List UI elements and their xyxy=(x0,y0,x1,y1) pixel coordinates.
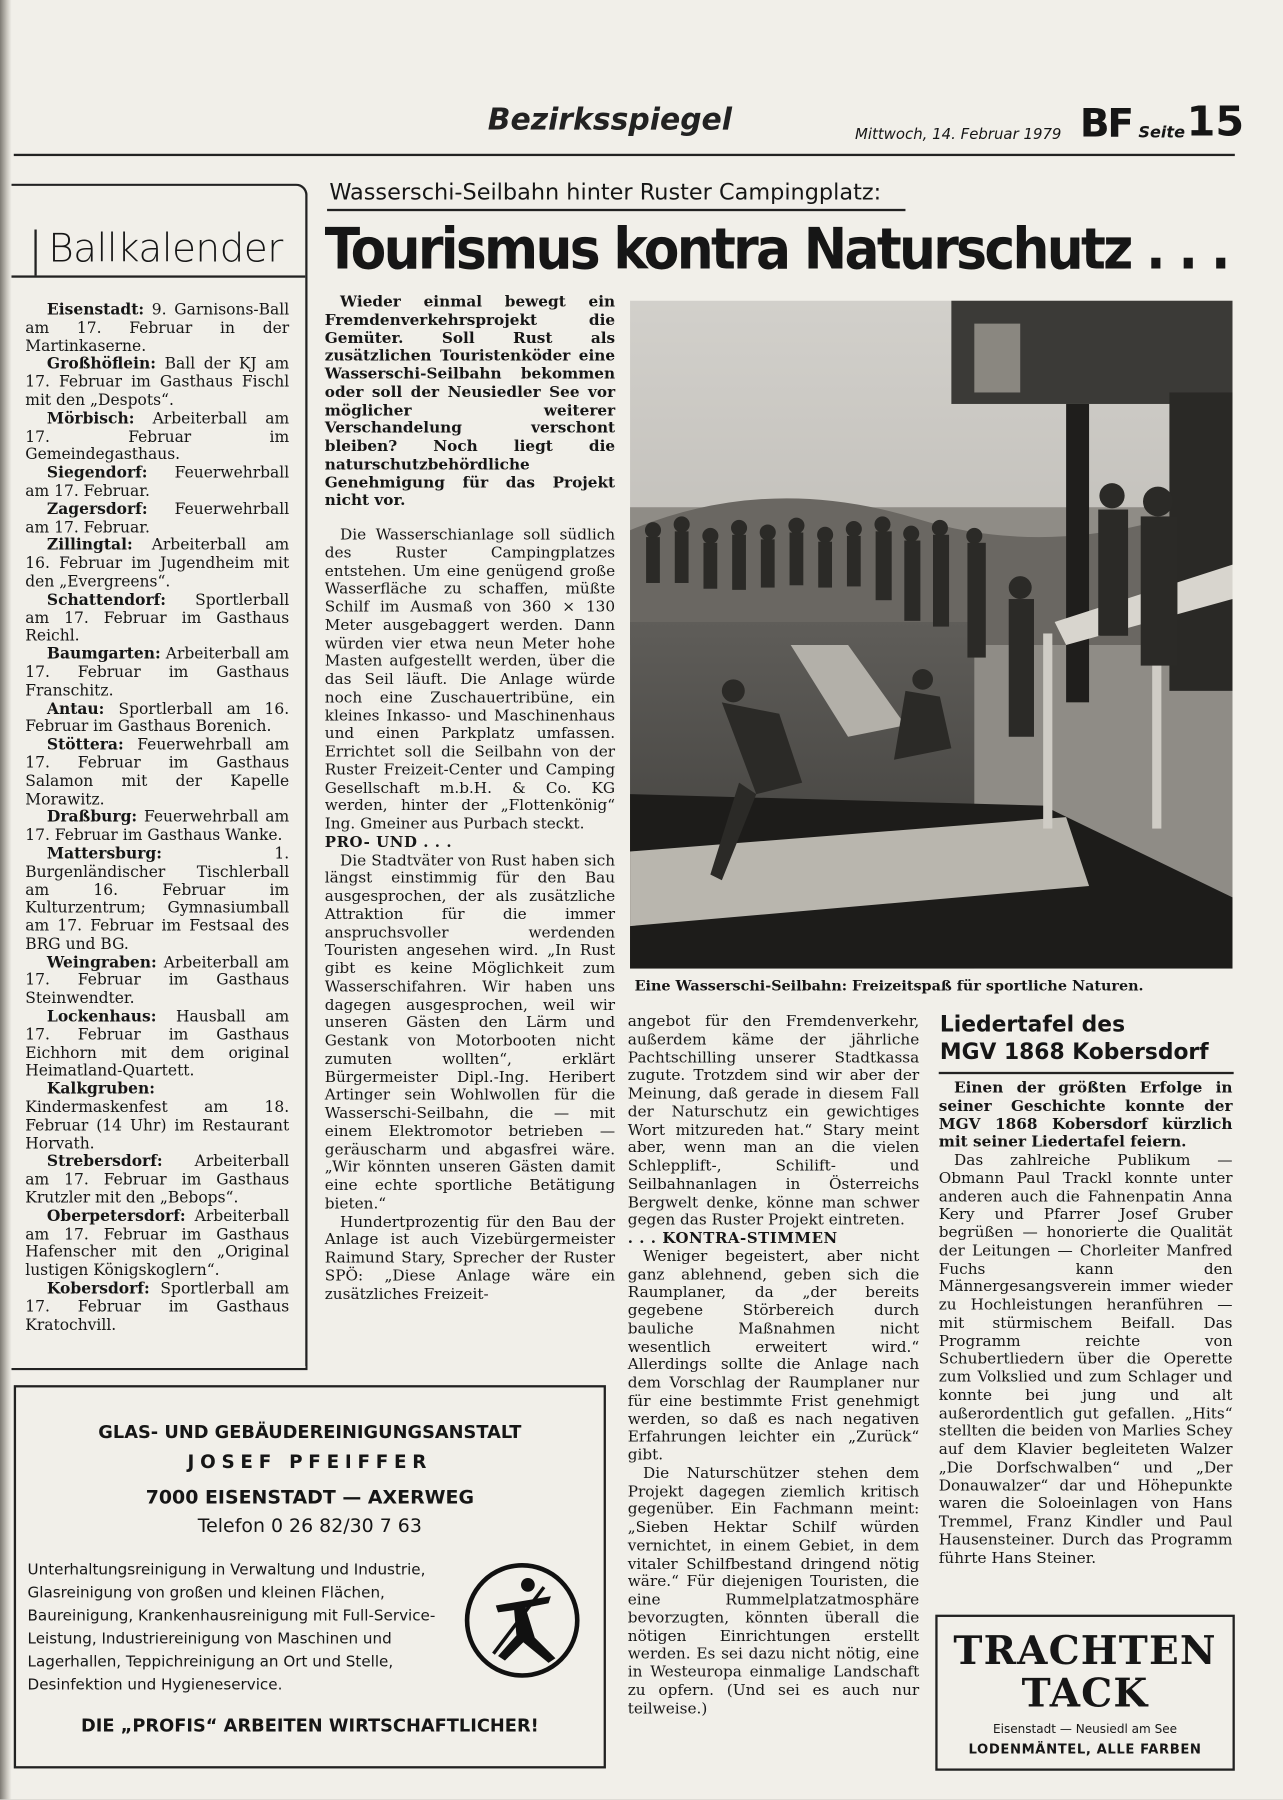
ball-entry-place: Strebersdorf: xyxy=(46,1152,163,1172)
article-paragraph-2: Die Stadtväter von Rust haben sich längst einstimmig für den Bau ausgesprochen, der als zusätzliche Attraktion für die immer anspruchsvoller werdenden Touristen angesehen wird. „In Rust gibt es keine Möglichkeit zum Wasserschifahren. Wir haben uns dagegen ausgesprochen, weil wir unseren Gästen den Lärm und Gestank von Motorbooten nicht zumuten wollten“, erklärt Bürgermeister Dipl.-Ing. Heribert Artinger sein Wohlwollen für die Wasserschi-Seilbahn, die — mit einem Elektromotor betrieben — geräuscharm und abgasfrei wäre. „Wir könnten unseren Gästen damit eine echte sportliche Betätigung bieten.“ xyxy=(324,852,616,1213)
ball-entry xyxy=(25,1154,289,1208)
ad-services: Unterhaltungsreinigung in Verwaltung und Industrie, Glasreinigung von großen und kleinen Flächen, Baureinigung, Krankenhausreinigung mit Full-Service-Leistung, Industriereinigung von Maschinen und Lagerhallen, Teppichreinigung an Ort und Stelle, Desinfektion und Hygieneservice. xyxy=(27,1561,436,1694)
page-label: Seite xyxy=(1138,123,1185,143)
article-paragraph-1: Die Wasserschianlage soll südlich des Ruster Campingplatzes entstehen. Um eine genügend große Wasserfläche zu schaffen, müßte Schilf im Ausmaß von 360 × 130 Meter ausgebaggert werden. Dann würden vier etwa neun Meter hohe Masten aufgestellt werden, über die das Seil läuft. Die Anlage würde noch eine Zuschauertribüne, ein kleines Inkasso- und Maschinenhaus und einen Parkplatz umfassen. Errichtet soll die Seilbahn von der Ruster Freizeit-Center und Camping Gesellschaft m.b.H. & Co. KG werden, hinter der „Flottenkönig“ Ing. Gmeiner aus Purbach steckt. xyxy=(324,526,616,834)
ball-entry-text: Arbeiterball am 17. Februar im Gasthaus Hafenscher mit den „Original lustigen Königskoglern“. xyxy=(25,1207,290,1280)
liedertafel-lead: Einen der größten Erfolge in seiner Geschichte konnte der MGV 1868 Kobersdorf kürzlich mit seiner Liedertafel feiern. xyxy=(938,1079,1233,1152)
ad-logo-icon xyxy=(464,1562,581,1679)
ball-entry-text: Feuerwehrball am 17. Februar im Gasthaus Wanke. xyxy=(25,808,290,845)
ball-entry xyxy=(25,737,289,810)
ball-entry-text: Hausball am 17. Februar im Gasthaus Eichhorn mit dem original Heimatland-Quartett. xyxy=(25,1007,290,1081)
ball-entry-place: Draßburg: xyxy=(46,808,138,827)
ball-entry-place: Mörbisch: xyxy=(46,409,135,428)
ball-entry-place: Antau: xyxy=(46,699,105,718)
ball-entry xyxy=(25,302,289,356)
ad-trachten-tagline: LODENMÄNTEL, ALLE FARBEN xyxy=(968,1740,1202,1757)
subhead-kontra: . . . KONTRA-STIMMEN xyxy=(627,1230,838,1248)
ad-slogan: DIE „PROFIS“ ARBEITEN WIRTSCHAFTLICHER! xyxy=(80,1715,539,1737)
ball-entry-text: Feuerwehrball am 17. Februar im Gasthaus Salamon mit der Kapelle Morawitz. xyxy=(25,735,290,809)
ad-trachten-line2: TACK xyxy=(1021,1670,1149,1717)
ballkalender-title-line xyxy=(11,275,305,277)
ball-entry-place: Zagersdorf: xyxy=(46,500,148,519)
ball-entry-place: Großhöflein: xyxy=(46,355,157,374)
article-paragraph-3: Hundertprozentig für den Bau der Anlage ist auch Vizebürgermeister Raimund Stary, Sprecher der Ruster SPÖ: „Diese Anlage wäre ein zusätzliches Freizeit- xyxy=(324,1213,616,1304)
ball-entry-text: Arbeiterball am 17. Februar im Gasthaus Franschitz. xyxy=(25,645,290,700)
ball-entry xyxy=(25,701,289,737)
ball-entry xyxy=(25,1281,289,1335)
issue-date: Mittwoch, 14. Februar 1979 xyxy=(854,126,1062,144)
header-rule xyxy=(14,154,1235,156)
ballkalender-title-bracket xyxy=(34,230,36,276)
ball-entry xyxy=(25,356,289,410)
ad-gebaeudereinigung xyxy=(14,1385,606,1768)
ad-trachten-places: Eisenstadt — Neusiedl am See xyxy=(992,1722,1178,1737)
ball-entry xyxy=(25,646,289,700)
scan-gutter xyxy=(0,0,11,1799)
ball-entry-place: Baumgarten: xyxy=(46,645,161,664)
liedertafel-headline-1: Liedertafel des xyxy=(939,1012,1126,1038)
liedertafel-rule xyxy=(939,1072,1234,1074)
ad-trachten-tack xyxy=(935,1615,1235,1771)
ball-entry-place: Siegendorf: xyxy=(46,463,148,483)
ball-entry-text: Kindermaskenfest am 18. Februar (14 Uhr) im Restaurant Horvath. xyxy=(25,1098,290,1153)
liedertafel-headline-2: MGV 1868 Kobersdorf xyxy=(939,1039,1209,1065)
ball-entry-place: Stöttera: xyxy=(46,735,124,755)
ad-phone: Telefon 0 26 82/30 7 63 xyxy=(197,1514,422,1537)
ball-entry xyxy=(25,954,289,1008)
ball-entry-text: Feuerwehrball am 17. Februar. xyxy=(25,463,290,501)
waterski-photo-illustration xyxy=(630,301,1232,969)
ball-entry-place: Oberpetersdorf: xyxy=(46,1207,186,1226)
article-paragraph-4: angebot für den Fremdenverkehr, außerdem käme der jährliche Pachtschilling unserer Stadtkassa zugute. Trotzdem sind wir aber der Meinung, daß gerade in diesem Fall der Naturschutz ein gewichtiges Wort mitzureden hat.“ Stary meint aber, wenn man an die vielen Schlepplift-, Schilift- und Seilbahnanlagen in Österreichs Bergwelt denke, könne man schwer gegen das Ruster Projekt eintreten. xyxy=(627,1013,920,1230)
article-photo xyxy=(630,301,1232,969)
ball-entry-place: Weingraben: xyxy=(46,953,157,972)
ball-entry-text: 1. Burgenländischer Tischlerball am 16. Februar im Kulturzentrum; Gymnasiumball am 17. Februar im Festsaal des BRG und BG. xyxy=(25,844,290,954)
ball-entry xyxy=(25,501,289,537)
article-column-1 xyxy=(325,294,615,1304)
ad-address: 7000 EISENSTADT — AXERWEG xyxy=(145,1486,475,1508)
ball-entry-text: Feuerwehrball am 17. Februar. xyxy=(25,500,290,537)
ball-entry-place: Kobersdorf: xyxy=(46,1279,150,1298)
photo-caption: Eine Wasserschi-Seilbahn: Freizeitspaß für sportliche Naturen. xyxy=(634,976,1144,994)
ball-entry-place: Kalkgruben: xyxy=(46,1080,155,1099)
article-column-2 xyxy=(628,1013,919,1718)
ball-entry xyxy=(25,411,289,465)
article-kicker: Wasserschi-Seilbahn hinter Ruster Campingplatz: xyxy=(329,179,882,206)
ball-entry-text: Sportlerball am 16. Februar im Gasthaus Borenich. xyxy=(25,699,290,736)
ball-entry xyxy=(25,846,289,955)
ball-entry-text: Sportlerball am 17. Februar im Gasthaus Kratochvill. xyxy=(25,1279,290,1335)
ball-entry-text: Sportlerball am 17. Februar im Gasthaus Reichl. xyxy=(25,590,290,646)
ball-entry xyxy=(25,465,289,501)
ball-entry xyxy=(25,1009,289,1082)
page-number: 15 xyxy=(1186,98,1245,146)
liedertafel-body: Das zahlreiche Publikum — Obmann Paul Trackl konnte unter anderen auch die Fahnenpatin Anna Kery und Pfarrer Josef Gruber begrüßen — honorierte die Qualität der Leitungen — Chorleiter Manfred Fuchs kann den Männergesangsverein immer wieder zu Hochleistungen heranführen — mit stürmischem Beifall. Das Programm reichte von Schubertliedern über die Operette zum Volkslied und zum Schlager und konnte bei jung und alt außerordentlich gut gefallen. „Hits“ stellten die beiden von Marlies Schey auf dem Klavier begleiteten Walzer „Die Dorfschwalben“ und „Der Donauwalzer“ dar und Höhepunkte waren die Soloeinlagen von Hans Tremmel, Franz Kindler und Paul Hausensteiner. Durch das Programm führte Hans Steiner. xyxy=(938,1152,1233,1568)
ball-entry xyxy=(25,809,289,845)
liedertafel-column xyxy=(939,1080,1233,1568)
article-paragraph-5: Weniger begeistert, aber nicht ganz ablehnend, geben sich die Raumplaner, da „der bereits gegebene Störbereich durch bauliche Maßnahmen nicht wesentlich erweitert wird.“ Allerdings sollte die Anlage nach dem Vorschlag der Raumplaner nur für eine bestimmte Frist genehmigt werden, so daß es nach negativen Erfahrungen leichter ein „Zurück“ gibt. xyxy=(627,1248,920,1465)
ball-entry xyxy=(25,1208,289,1281)
article-lead: Wieder einmal bewegt ein Fremdenverkehrsprojekt die Gemüter. Soll Rust als zusätzlichen Touristenköder eine Wasserschi-Seilbahn bekommen oder soll der Neusiedler See vor möglicher weiterer Verschandelung verschont bleiben? Noch liegt die naturschutzbehördliche Genehmigung für das Projekt nicht vor. xyxy=(324,293,616,510)
ball-entry-place: Lockenhaus: xyxy=(46,1007,157,1027)
ball-entry-place: Eisenstadt: xyxy=(46,300,145,320)
ball-entry xyxy=(25,1081,289,1154)
section-title: Bezirksspiegel xyxy=(487,103,733,138)
ball-entry-text: Arbeiterball am 17. Februar im Gasthaus Krutzler mit den „Bebops“. xyxy=(25,1152,290,1208)
ball-entry-text: Arbeiterball am 16. Februar im Jugendheim mit den „Evergreens“. xyxy=(25,536,290,591)
article-paragraph-6: Die Naturschützer stehen dem Projekt dagegen ziemlich kritisch gegenüber. Ein Fachmann meint: „Sieben Hektar Schilf würden vernichtet, in einem Gebiet, in dem vitaler Schilfbestand dringend nötig wäre.“ Für diejenigen Touristen, die eine Rummelplatzatmosphäre bevorzugten, könnten überall die nötigen Einrichtungen erstellt werden. Es sei dazu nicht nötig, eine in Westeuropa einmalige Landschaft zu opfern. (Und sei es auch nur teilweise.) xyxy=(627,1465,920,1718)
ball-entry xyxy=(25,537,289,591)
ball-entry-text: Arbeiterball am 17. Februar im Gemeindegasthaus. xyxy=(25,409,290,465)
bf-logo: BF xyxy=(1079,100,1132,147)
subhead-pro: PRO- UND . . . xyxy=(324,834,453,852)
ballkalender-list xyxy=(25,302,289,1335)
ad-owner-name: JOSEF PFEIFFER xyxy=(187,1450,433,1473)
article-headline: Tourismus kontra Naturschutz . . . xyxy=(324,215,1228,283)
ball-entry xyxy=(25,592,289,646)
ad-trachten-line1: TRACHTEN xyxy=(953,1628,1217,1675)
ball-entry-place: Schattendorf: xyxy=(46,590,167,610)
ball-entry-text: Arbeiterball am 17. Februar im Gasthaus Steinwendter. xyxy=(25,953,290,1008)
ad-company-line: GLAS- UND GEBÄUDEREINIGUNGSANSTALT xyxy=(98,1421,522,1443)
ball-entry-text: 9. Garnisons-Ball am 17. Februar in der Martinkaserne. xyxy=(25,300,290,356)
ball-entry-text: Ball der KJ am 17. Februar im Gasthaus Fischl mit den „Despots“. xyxy=(25,355,290,410)
ball-entry-place: Mattersburg: xyxy=(46,844,162,863)
kicker-rule xyxy=(327,209,905,211)
ball-entry-place: Zillingtal: xyxy=(46,536,133,555)
ballkalender-title: Ballkalender xyxy=(48,226,283,272)
